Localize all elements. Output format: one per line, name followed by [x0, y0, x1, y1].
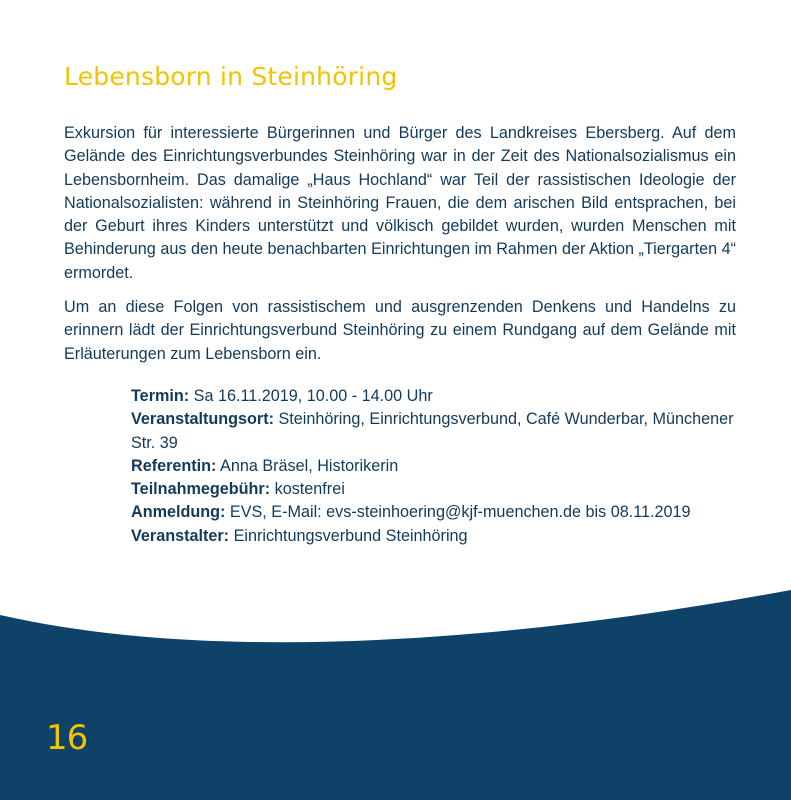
detail-termin	[131, 385, 741, 408]
detail-veranstalter	[131, 525, 741, 548]
detail-anmeldung	[131, 501, 741, 524]
detail-label: Veranstaltungsort:	[131, 410, 275, 429]
detail-label: Teilnahmegebühr:	[131, 480, 271, 499]
event-details	[131, 385, 741, 548]
invitation-paragraph: Um an diese Folgen von rassistischem und ausgrenzenden Denkens und Handelns zu erinnern lädt der Einrichtungsverbund Steinhöring zu einem Rundgang auf dem Gelände mit Erläuterungen zum Lebensborn ein.	[64, 298, 736, 363]
detail-value: kostenfrei	[270, 480, 345, 499]
detail-label: Anmeldung:	[131, 503, 226, 522]
page-number: 16	[46, 718, 88, 758]
detail-veranstaltungsort	[131, 408, 741, 455]
page-title: Lebensborn in Steinhöring	[64, 62, 398, 91]
detail-value: Sa 16.11.2019, 10.00 - 14.00 Uhr	[189, 387, 433, 405]
detail-value: Anna Bräsel, Historikerin	[216, 456, 399, 475]
detail-label: Veranstalter:	[131, 526, 230, 545]
wave-shape	[0, 590, 791, 800]
detail-label: Termin:	[131, 387, 190, 405]
detail-referentin	[131, 455, 741, 478]
detail-value: Einrichtungsverbund Steinhöring	[229, 526, 468, 545]
navy-wave-decoration	[0, 590, 791, 800]
detail-value: EVS, E-Mail: evs-steinhoering@kjf-muenchen.de bis 08.11.2019	[225, 503, 691, 522]
intro-paragraph: Exkursion für interessierte Bürgerinnen und Bürger des Landkreises Ebersberg. Auf dem Gelände des Einrichtungsverbundes Steinhöring war in der Zeit des Nationalsozialismus ein Lebensbornheim. Das damalige „Haus Hochland“ war Teil der rassistischen Ideologie der Nationalsozialisten: während in Steinhöring Frauen, die dem arischen Bild entsprachen, bei der Geburt ihres Kinders unterstützt und völkisch gebildet wurden, wurden Menschen mit Behinderung aus den heute benachbarten Einrichtungen im Rahmen der Aktion „Tiergarten 4“ ermordet.	[64, 124, 736, 282]
detail-teilnahmegebuehr	[131, 478, 741, 501]
detail-label: Referentin:	[131, 456, 217, 475]
detail-value: Steinhöring, Einrichtungsverbund, Café Wunderbar, Münchener Str. 39	[131, 410, 734, 452]
